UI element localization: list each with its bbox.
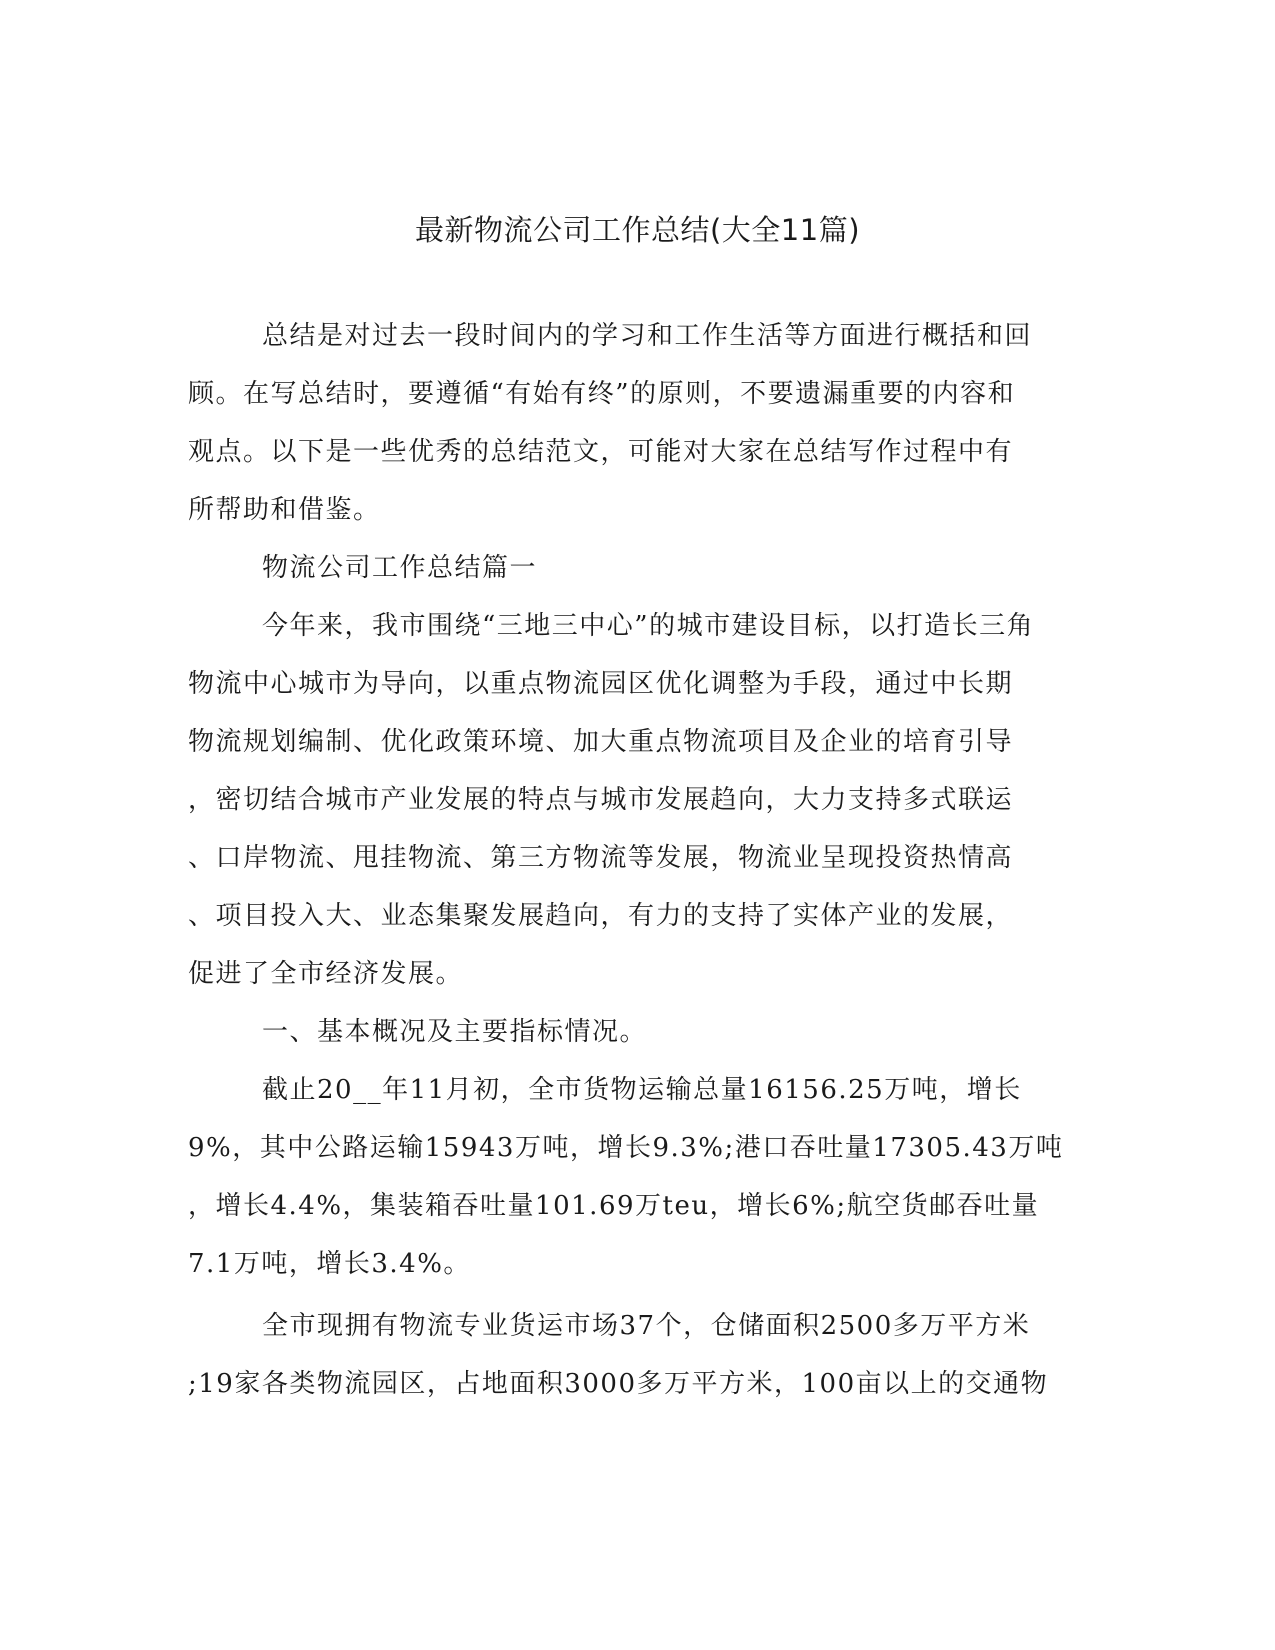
paragraph-line: 截止20__年11月初，全市货物运输总量16156.25万吨，增长: [262, 1075, 1022, 1105]
paragraph-line: 总结是对过去一段时间内的学习和工作生活等方面进行概括和回: [262, 321, 1033, 351]
paragraph-line: 观点。以下是一些优秀的总结范文，可能对大家在总结写作过程中有: [188, 437, 1014, 467]
paragraph-line: 物流中心城市为导向，以重点物流园区优化调整为手段，通过中长期: [188, 669, 1014, 699]
paragraph-line: ;19家各类物流园区，占地面积3000多万平方米，100亩以上的交通物: [188, 1369, 1049, 1399]
paragraph-line: 、项目投入大、业态集聚发展趋向，有力的支持了实体产业的发展，: [188, 901, 1014, 931]
paragraph-line: ，增长4.4%，集装箱吞吐量101.69万teu，增长6%;航空货邮吞吐量: [188, 1191, 1040, 1221]
paragraph-line: 今年来，我市围绕“三地三中心”的城市建设目标，以打造长三角: [262, 611, 1035, 641]
paragraph-line: 、口岸物流、甩挂物流、第三方物流等发展，物流业呈现投资热情高: [188, 843, 1014, 873]
section-heading: 一、基本概况及主要指标情况。: [262, 1017, 648, 1047]
paragraph-line: 促进了全市经济发展。: [188, 959, 464, 989]
paragraph-line: 顾。在写总结时，要遵循“有始有终”的原则，不要遗漏重要的内容和: [188, 379, 1016, 409]
paragraph-line: 9%，其中公路运输15943万吨，增长9.3%;港口吞吐量17305.43万吨: [188, 1133, 1064, 1163]
paragraph-line: 全市现拥有物流专业货运市场37个，仓储面积2500多万平方米: [262, 1311, 1031, 1341]
paragraph-line: ，密切结合城市产业发展的特点与城市发展趋向，大力支持多式联运: [188, 785, 1014, 815]
paragraph-line: 所帮助和借鉴。: [188, 495, 381, 525]
document-title: 最新物流公司工作总结(大全11篇): [414, 213, 861, 247]
section-heading: 物流公司工作总结篇一: [262, 553, 538, 583]
paragraph-line: 7.1万吨，增长3.4%。: [188, 1249, 471, 1279]
paragraph-line: 物流规划编制、优化政策环境、加大重点物流项目及企业的培育引导: [188, 727, 1014, 757]
